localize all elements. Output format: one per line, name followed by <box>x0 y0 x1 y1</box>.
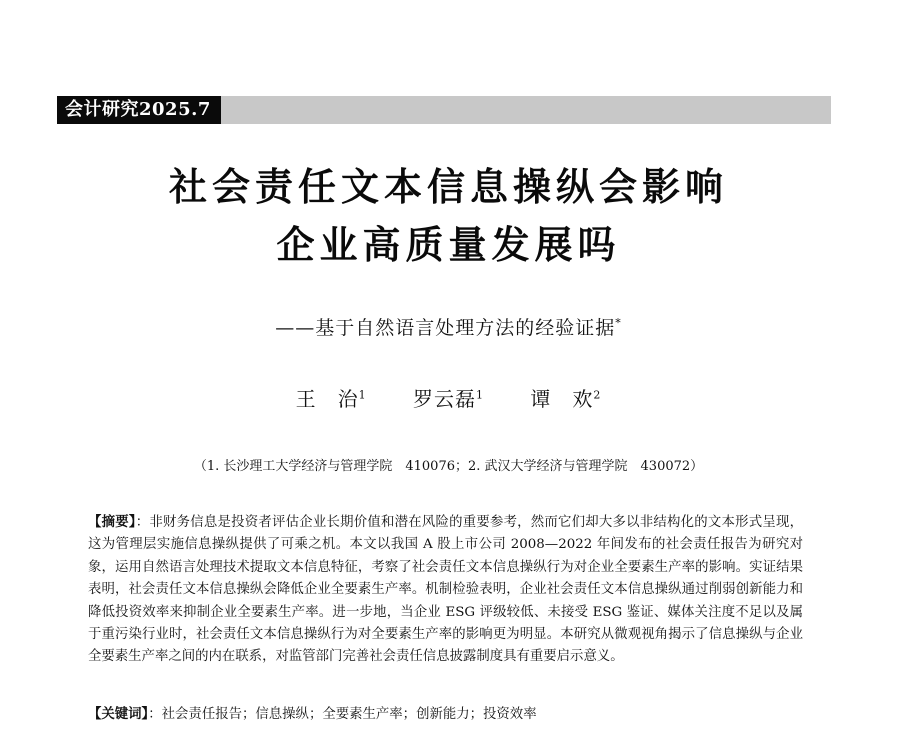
author-name: 谭 欢 <box>530 387 594 411</box>
article-subtitle <box>0 313 897 340</box>
keywords-text: ：社会责任报告；信息操纵；全要素生产率；创新能力；投资效率 <box>148 707 537 722</box>
article-title <box>0 158 897 274</box>
author <box>413 387 484 411</box>
author-affiliation-mark: 1 <box>358 388 367 402</box>
footnote-mark: * <box>615 316 622 330</box>
abstract <box>88 512 803 669</box>
author-name: 王 治 <box>295 387 359 411</box>
author-affiliation-mark: 1 <box>476 388 484 402</box>
author-list <box>0 383 897 412</box>
author <box>296 387 367 411</box>
keywords-label: 【关键词】 <box>88 707 149 722</box>
article-title-line-1: 社会责任文本信息操纵会影响 <box>168 165 728 209</box>
journal-header-bar <box>57 96 831 124</box>
article-title-line-2: 企业高质量发展吗 <box>276 223 621 267</box>
journal-issue-label: 会计研究2025.7 <box>57 96 221 124</box>
author <box>530 387 601 411</box>
author-affiliation-mark: 2 <box>593 388 602 402</box>
abstract-text: ：非财务信息是投资者评估企业长期价值和潜在风险的重要参考，然而它们却大多以非结构化的文本形式呈现，这为管理层实施信息操纵提供了可乘之机。本文以我国 A 股上市公司 2008—2022 年间发布的社会责任报告为研究对象，运用自然语言处理技术提取文本信息特征，考察了社会责任文本信息操纵行为对企业全要素生产率的影响。实证结果表明，社会责任文本信息操纵会降低企业全要素生产率。机制检验表明，企业社会责任文本信息操纵通过削弱创新能力和降低投资效率来抑制企业全要素生产率。进一步地，当企业 ESG 评级较低、未接受 ESG 鉴证、媒体关注度不足以及属于重污染行业时，社会责任文本信息操纵行为对全要素生产率的影响更为明显。本研究从微观视角揭示了信息操纵与企业全要素生产率之间的内在联系，对监管部门完善社会责任信息披露制度具有重要启示意义。 <box>88 515 803 665</box>
author-name: 罗云磊 <box>413 387 476 411</box>
affiliation: （1. 长沙理工大学经济与管理学院 410076；2. 武汉大学经济与管理学院 430072） <box>193 459 704 474</box>
abstract-label: 【摘要】 <box>88 515 136 530</box>
keywords <box>88 704 803 726</box>
subtitle-text: ——基于自然语言处理方法的经验证据 <box>275 317 616 339</box>
